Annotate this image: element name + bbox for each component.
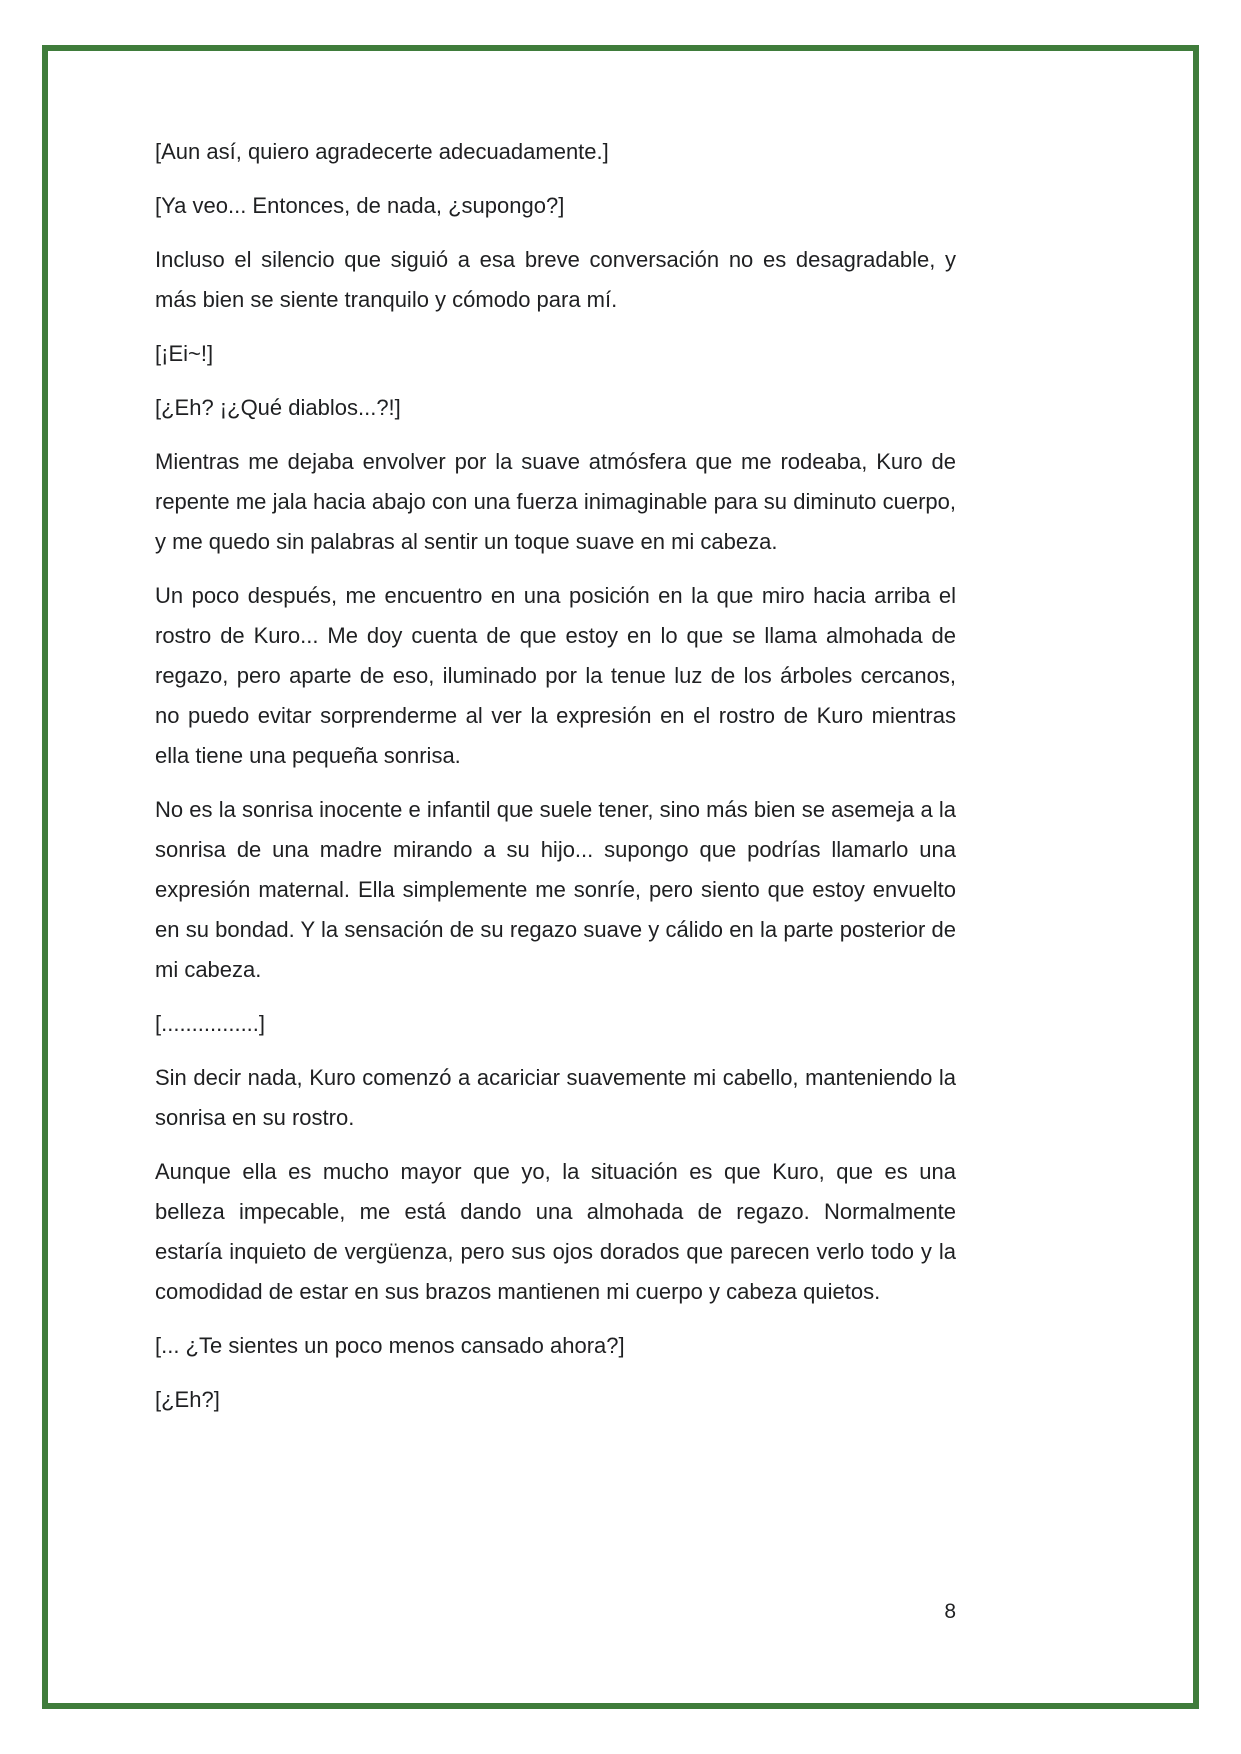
- narration-paragraph: Aunque ella es mucho mayor que yo, la situación es que Kuro, que es una belleza impecable, me está dando una almohada de regazo. Normalmente estaría inquieto de vergüenza, pero sus ojos dorados que parecen verlo todo y la comodidad de estar en sus brazos mantienen mi cuerpo y cabeza quietos.: [155, 1159, 956, 1304]
- narration-paragraph: Un poco después, me encuentro en una posición en la que miro hacia arriba el rostro de Kuro... Me doy cuenta de que estoy en lo que se llama almohada de regazo, pero aparte de eso, iluminado por la tenue luz de los árboles cercanos, no puedo evitar sorprenderme al ver la expresión en el rostro de Kuro mientras ella tiene una pequeña sonrisa.: [155, 583, 956, 768]
- dialogue-line: [Ya veo... Entonces, de nada, ¿supongo?]: [155, 193, 565, 218]
- dialogue-line: [¡Ei~!]: [155, 341, 214, 366]
- narration-paragraph: Incluso el silencio que siguió a esa breve conversación no es desagradable, y más bien se siente tranquilo y cómodo para mí.: [155, 247, 956, 312]
- dialogue-line: [... ¿Te sientes un poco menos cansado ahora?]: [155, 1333, 625, 1358]
- dialogue-line: [¿Eh? ¡¿Qué diablos...?!]: [155, 395, 401, 420]
- narration-paragraph: Mientras me dejaba envolver por la suave atmósfera que me rodeaba, Kuro de repente me jala hacia abajo con una fuerza inimaginable para su diminuto cuerpo, y me quedo sin palabras al sentir un toque suave en mi cabeza.: [155, 449, 956, 554]
- page-number: 8: [944, 1600, 956, 1623]
- narration-paragraph: Sin decir nada, Kuro comenzó a acariciar suavemente mi cabello, manteniendo la sonrisa en su rostro.: [155, 1065, 956, 1130]
- dialogue-line: [................]: [155, 1011, 266, 1036]
- page-content: [155, 132, 956, 1434]
- narration-paragraph: No es la sonrisa inocente e infantil que suele tener, sino más bien se asemeja a la sonrisa de una madre mirando a su hijo... supongo que podrías llamarlo una expresión maternal. Ella simplemente me sonríe, pero siento que estoy envuelto en su bondad. Y la sensación de su regazo suave y cálido en la parte posterior de mi cabeza.: [155, 797, 956, 982]
- dialogue-line: [Aun así, quiero agradecerte adecuadamente.]: [155, 139, 609, 164]
- dialogue-line: [¿Eh?]: [155, 1387, 220, 1412]
